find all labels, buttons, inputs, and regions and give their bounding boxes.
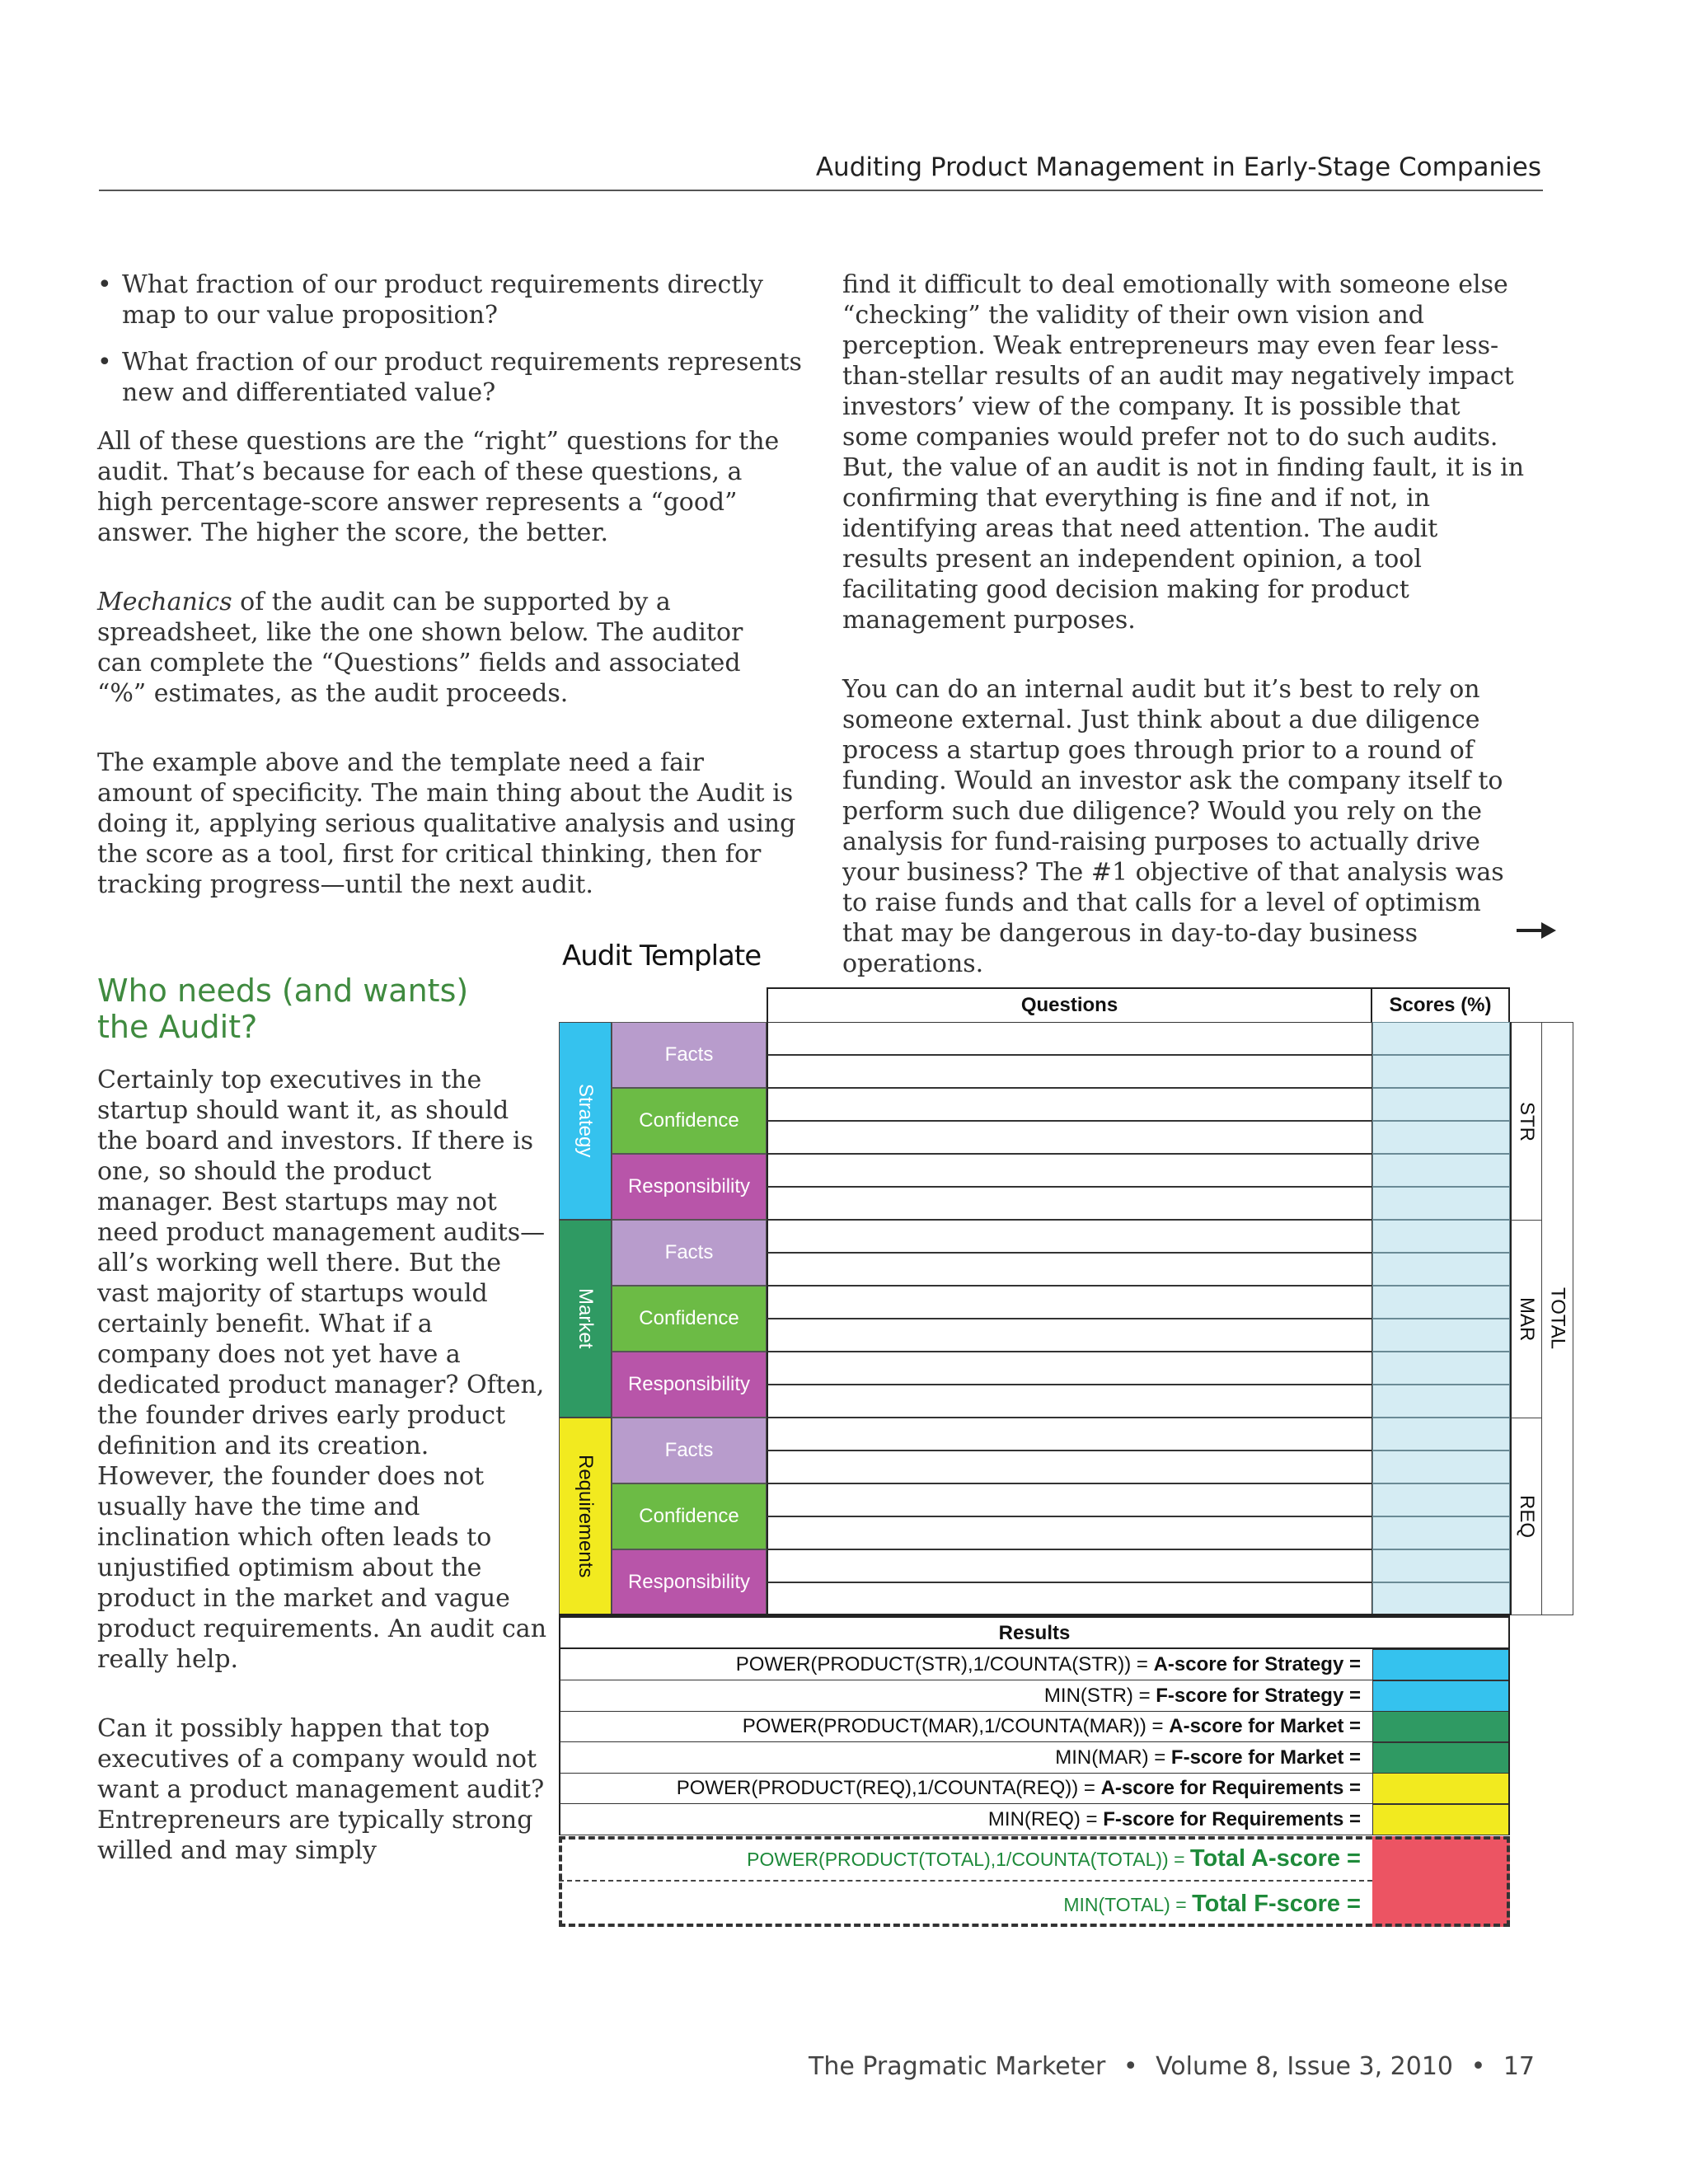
left-column [97,269,802,939]
score-cell [1372,1582,1510,1615]
separator: • [1123,2052,1138,2081]
right-column [842,269,1526,1018]
question-cell [767,1352,1372,1385]
results-header: Results [559,1616,1510,1649]
bullet-item [97,269,802,330]
score-cell [1372,1451,1510,1483]
bullet-icon: • [97,348,112,377]
result-label: F-score for Strategy = [1156,1684,1361,1707]
result-score-cell [1372,1742,1510,1774]
score-cell [1372,1088,1510,1121]
score-cell [1372,1055,1510,1088]
score-cell [1372,1418,1510,1451]
result-label: F-score for Market = [1170,1746,1361,1769]
result-formula: POWER(PRODUCT(STR),1/COUNTA(STR)) = [735,1653,1154,1675]
score-cell [1372,1187,1510,1220]
result-row [559,1804,1372,1835]
question-cell [767,1022,1372,1055]
result-score-cell [1372,1773,1510,1804]
score-cell [1372,1220,1510,1253]
result-row [559,1649,1372,1680]
question-cell [767,1516,1372,1549]
total-formula: POWER(PRODUCT(TOTAL),1/COUNTA(TOTAL)) = [747,1849,1190,1870]
score-cell [1372,1352,1510,1385]
total-equals: = [1340,1845,1361,1872]
result-formula: MIN(STR) = [1043,1684,1156,1707]
group-label-market: Market [559,1220,612,1418]
subcategory-confidence: Confidence [612,1088,767,1154]
question-cell [767,1220,1372,1253]
paragraph-text: of the audit can be supported by a spreadsheet, like the one shown below. The auditor can complete the “Questions” fields and associated “%” estimates, as the audit proceeds. [97,588,743,708]
subcategory-facts: Facts [612,1220,767,1286]
result-label: A-score for Strategy = [1153,1653,1361,1675]
group-code-mar: MAR [1510,1220,1541,1418]
question-cell [767,1088,1372,1121]
header-rule [99,190,1543,191]
page-footer [0,2052,1535,2081]
question-cell [767,1286,1372,1319]
arrow-right-icon [1517,918,1558,943]
bullet-text: What fraction of our product requirements represents new and differentiated value? [122,348,802,407]
paragraph: Can it possibly happen that top executives of a company would not want a product management audit? Entrepreneurs are typically strong willed and may simply [97,1714,545,1865]
running-title: Auditing Product Management in Early-Stage Companies [815,152,1541,182]
paragraph: The example above and the template need a fair amount of specificity. The main thing about the Audit is doing it, applying serious qualitative analysis and using the score as a tool, first for critical thinking, then for tracking progress—until the next audit. [97,748,796,899]
bullet-text: What fraction of our product requirements directly map to our value proposition? [122,270,763,330]
subcategory-responsibility: Responsibility [612,1154,767,1220]
question-cell [767,1253,1372,1286]
question-cell [767,1418,1372,1451]
result-formula: MIN(MAR) = [1055,1746,1171,1769]
question-cell [767,1582,1372,1615]
question-cell [767,1385,1372,1418]
result-label: F-score for Requirements = [1103,1807,1361,1830]
result-score-cell [1372,1711,1510,1742]
result-row [559,1680,1372,1712]
results-right-rule [1508,1616,1510,1835]
result-row [559,1742,1372,1774]
emphasis: Mechanics [97,588,232,616]
column-header-scores: Scores (%) [1372,987,1510,1022]
score-cell [1372,1319,1510,1352]
result-formula: POWER(PRODUCT(MAR),1/COUNTA(MAR)) = [742,1715,1170,1737]
paragraph: Certainly top executives in the startup should want it, as should the board and investors. If there is one, so should the product manager. Best startups may not need product management audits—all’s working well there. But the vast majority of startups would certainly benefit. What if a company does not yet have a dedicated product manager? Often, the founder drives early product definition and its creation. However, the founder does not usually have the time and inclination which often leads to unjustified optimism about the product in the market and vague product requirements. An audit can really help. [97,1066,547,1674]
page-number: 17 [1503,2052,1535,2081]
subcategory-responsibility: Responsibility [612,1549,767,1615]
separator: • [1470,2052,1486,2081]
group-code-str: STR [1510,1022,1541,1220]
group-label-strategy: Strategy [559,1022,612,1220]
group-code-req: REQ [1510,1418,1541,1615]
score-cell [1372,1154,1510,1187]
subcategory-facts: Facts [612,1418,767,1483]
column-header-questions: Questions [767,987,1372,1022]
question-cell [767,1483,1372,1516]
score-cell [1372,1483,1510,1516]
score-cell [1372,1286,1510,1319]
question-cell [767,1121,1372,1154]
question-cell [767,1055,1372,1088]
total-label: Total F-score [1192,1891,1340,1917]
total-label: Total A-score [1189,1845,1340,1872]
subcategory-facts: Facts [612,1022,767,1088]
result-score-cell [1372,1649,1510,1680]
paragraph: You can do an internal audit but it’s best to rely on someone external. Just think about a due diligence process a startup goes through prior to a round of funding. Would an investor ask the company itself to perform such due diligence? Would you rely on the analysis for fund-raising purposes to actually drive your business? The #1 objective of that analysis was to raise funds and that calls for a level of optimism that may be dangerous in day-to-day business operations. [842,675,1504,978]
section-heading: Who needs (and wants) the Audit? [97,972,469,1045]
question-cell [767,1187,1372,1220]
score-cell [1372,1516,1510,1549]
paragraph [97,587,769,709]
bullet-icon: • [97,270,112,299]
result-score-cell [1372,1680,1510,1712]
result-score-cell [1372,1804,1510,1835]
paragraph: find it difficult to deal emotionally with someone else “checking” the validity of their own vision and perception. Weak entrepreneurs may even fear less-than-stellar results of an audit may negatively impact investors’ view of the company. It is possible that some companies would prefer not to do such audits. But, the value of an audit is not in finding fault, it is in confirming that everything is fine and if not, in identifying areas that need attention. The audit results present an independent opinion, a tool facilitating good decision making for product management purposes. [842,270,1525,635]
totals-dashed-box [559,1836,1510,1927]
group-label-requirements: Requirements [559,1418,612,1615]
issue-info: Volume 8, Issue 3, 2010 [1156,2052,1454,2081]
result-formula: POWER(PRODUCT(REQ),1/COUNTA(REQ)) = [676,1777,1101,1799]
total-formula: MIN(TOTAL) = [1063,1894,1193,1915]
template-title: Audit Template [562,940,762,972]
result-label: A-score for Market = [1169,1715,1361,1737]
question-cell [767,1319,1372,1352]
bullet-item [97,347,802,408]
total-equals: = [1340,1891,1361,1917]
result-row [559,1773,1372,1804]
result-row [559,1711,1372,1742]
question-cell [767,1451,1372,1483]
question-cell [767,1549,1372,1582]
subcategory-responsibility: Responsibility [612,1352,767,1418]
score-cell [1372,1549,1510,1582]
result-formula: MIN(REQ) = [987,1807,1104,1830]
publication-name: The Pragmatic Marketer [809,2052,1106,2081]
subcategory-confidence: Confidence [612,1286,767,1352]
paragraph: All of these questions are the “right” questions for the audit. That’s because for each of these questions, a high percentage-score answer represents a “good” answer. The higher the score, the better. [97,427,780,547]
score-cell [1372,1022,1510,1055]
score-cell [1372,1385,1510,1418]
question-cell [767,1154,1372,1187]
subcategory-confidence: Confidence [612,1483,767,1549]
score-cell [1372,1253,1510,1286]
total-label: TOTAL [1541,1022,1573,1615]
result-label: A-score for Requirements = [1100,1777,1361,1799]
left-column-lower [97,1065,546,1905]
score-cell [1372,1121,1510,1154]
